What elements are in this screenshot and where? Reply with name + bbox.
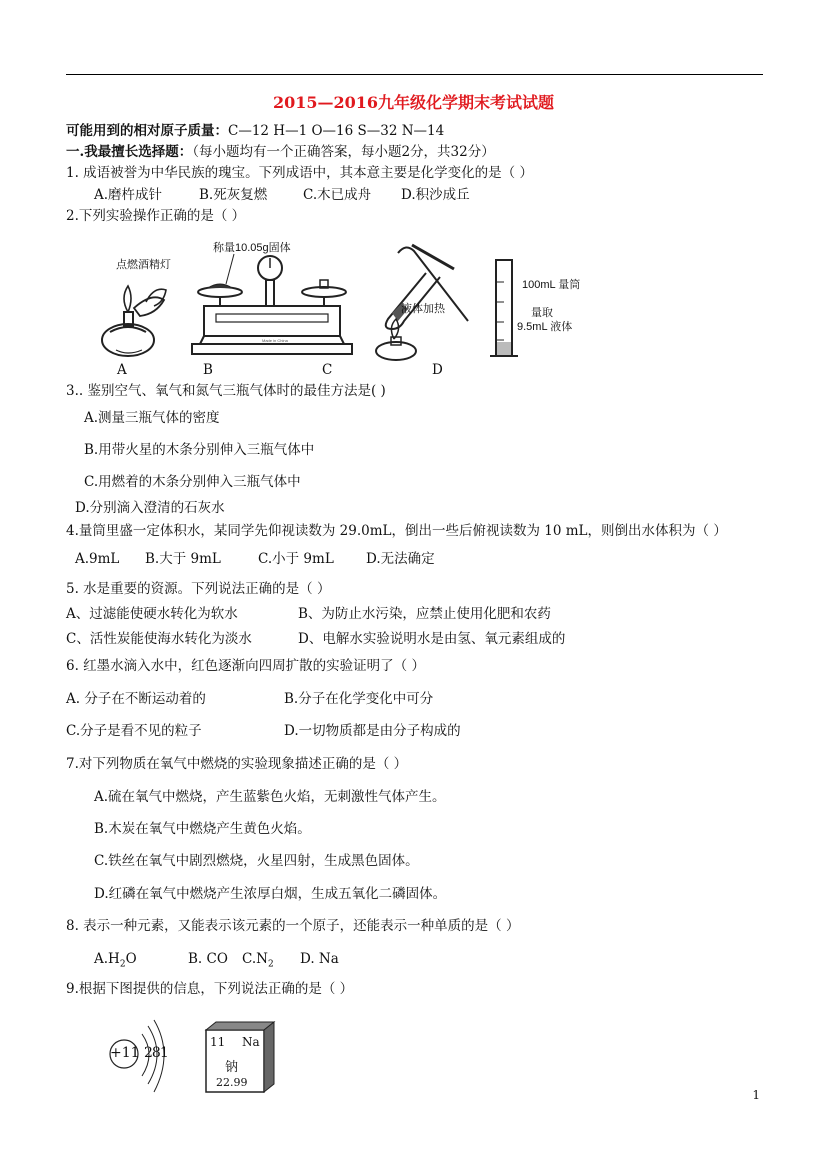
q5-option-a: A、过滤能使硬水转化为软水 [66, 606, 238, 622]
q7-option-a: A.硫在氧气中燃烧，产生蓝紫色火焰，无刺激性气体产生。 [94, 789, 446, 805]
q7-stem: 7.对下列物质在氧气中燃烧的实验现象描述正确的是（ ） [66, 756, 408, 772]
fig-a-caption: 点燃酒精灯 [116, 259, 171, 271]
q3-stem: 3.. 鉴别空气、氧气和氮气三瓶气体时的最佳方法是( ) [66, 383, 386, 399]
q9-stem: 9.根据下图提供的信息，下列说法正确的是（ ） [66, 981, 354, 997]
q4-option-d: D.无法确定 [366, 551, 435, 567]
q8-option-d: D. Na [300, 951, 339, 967]
header-rule [66, 74, 763, 75]
q6-option-c: C.分子是看不见的粒子 [66, 723, 202, 739]
q3-option-b: B.用带火星的木条分别伸入三瓶气体中 [84, 442, 315, 458]
page-title: 2015—2016九年级化学期末考试试题 [272, 93, 555, 112]
fig-b-plate-text: Made in China [262, 338, 288, 343]
fig-b-caption: 称量10.05g固体 [213, 242, 291, 254]
fig-d-caption-3: 9.5mL 液体 [517, 321, 573, 333]
page-number: 1 [752, 1088, 760, 1102]
atomic-mass-line [66, 122, 444, 140]
q5-option-b: B、为防止水污染，应禁止使用化肥和农药 [298, 606, 551, 622]
q4-option-a: A.9mL [75, 551, 120, 567]
fig-a-label: A [117, 362, 127, 378]
element-atomic-mass: 22.99 [216, 1076, 248, 1089]
fig-a-alcohol-lamp-illustration [94, 272, 174, 362]
q4-stem: 4.量筒里盛一定体积水，某同学先仰视读数为 29.0mL，倒出一些后俯视读数为 10 mL，则倒出水体积为（ ） [66, 523, 727, 539]
fig-c-label: C [322, 362, 333, 378]
q5-option-c: C、活性炭能使海水转化为淡水 [66, 631, 252, 647]
q7-option-b: B.木炭在氧气中燃烧产生黄色火焰。 [94, 821, 311, 837]
q1-option-b: B.死灰复燃 [199, 187, 268, 203]
fig-d-caption-1: 100mL 量筒 [522, 279, 581, 291]
section-heading [66, 143, 495, 161]
q2-stem: 2.下列实验操作正确的是（ ） [66, 208, 246, 224]
q3-option-a: A.测量三瓶气体的密度 [84, 410, 220, 426]
fig-d-label: D [432, 362, 443, 378]
fig-b-label: B [203, 362, 213, 378]
q3-option-c: C.用燃着的木条分别伸入三瓶气体中 [84, 474, 301, 490]
element-symbol: Na [242, 1035, 260, 1049]
q6-option-a: A. 分子在不断运动着的 [66, 691, 206, 707]
element-name: 钠 [225, 1060, 239, 1075]
atom-nucleus-charge: +11 [110, 1045, 140, 1061]
q7-option-c: C.铁丝在氧气中剧烈燃烧，火星四射，生成黑色固体。 [94, 853, 419, 869]
q1-stem: 1. 成语被誉为中华民族的瑰宝。下列成语中，其本意主要是化学变化的是（ ） [66, 165, 533, 181]
q3-option-d: D.分别滴入澄清的石灰水 [75, 500, 225, 516]
atomic-mass-label: 可能用到的相对原子质量： [66, 123, 228, 139]
section-label: 一.我最擅长选择题： [66, 144, 193, 160]
atom-electron-shells: 281 [144, 1045, 168, 1061]
q5-stem: 5. 水是重要的资源。下列说法正确的是（ ） [66, 581, 331, 597]
fig-b-balance-illustration [186, 248, 358, 360]
q6-option-d: D.一切物质都是由分子构成的 [284, 723, 461, 739]
element-atomic-number: 11 [210, 1035, 226, 1049]
q7-option-d: D.红磷在氧气中燃烧产生浓厚白烟，生成五氧化二磷固体。 [94, 886, 447, 902]
q1-option-a: A.磨杵成针 [94, 187, 163, 203]
q8-stem: 8. 表示一种元素，又能表示该元素的一个原子，还能表示一种单质的是（ ） [66, 918, 520, 934]
fig-c-caption: 液体加热 [401, 303, 445, 315]
q1-option-d: D.积沙成丘 [401, 187, 470, 203]
q8-option-b: B. CO [188, 951, 228, 967]
q6-option-b: B.分子在化学变化中可分 [284, 691, 434, 707]
fig-d-caption-2: 量取 [531, 307, 553, 319]
q4-option-c: C.小于 9mL [258, 551, 334, 567]
atomic-mass-values: C—12 H—1 O—16 S—32 N—14 [228, 123, 445, 139]
q5-option-d: D、电解水实验说明水是由氢、氧元素组成的 [298, 631, 566, 647]
q8-option-c: $C.N_2$ [242, 951, 274, 970]
q4-option-b: B.大于 9mL [145, 551, 221, 567]
q1-option-c: C.木已成舟 [303, 187, 372, 203]
section-note: （每小题均有一个正确答案，每小题2分，共32分） [192, 144, 495, 160]
q8-option-a: $A.H_2O$ [94, 951, 137, 970]
fig-d-cylinder-illustration [484, 252, 524, 360]
q6-stem: 6. 红墨水滴入水中，红色逐渐向四周扩散的实验证明了（ ） [66, 658, 425, 674]
